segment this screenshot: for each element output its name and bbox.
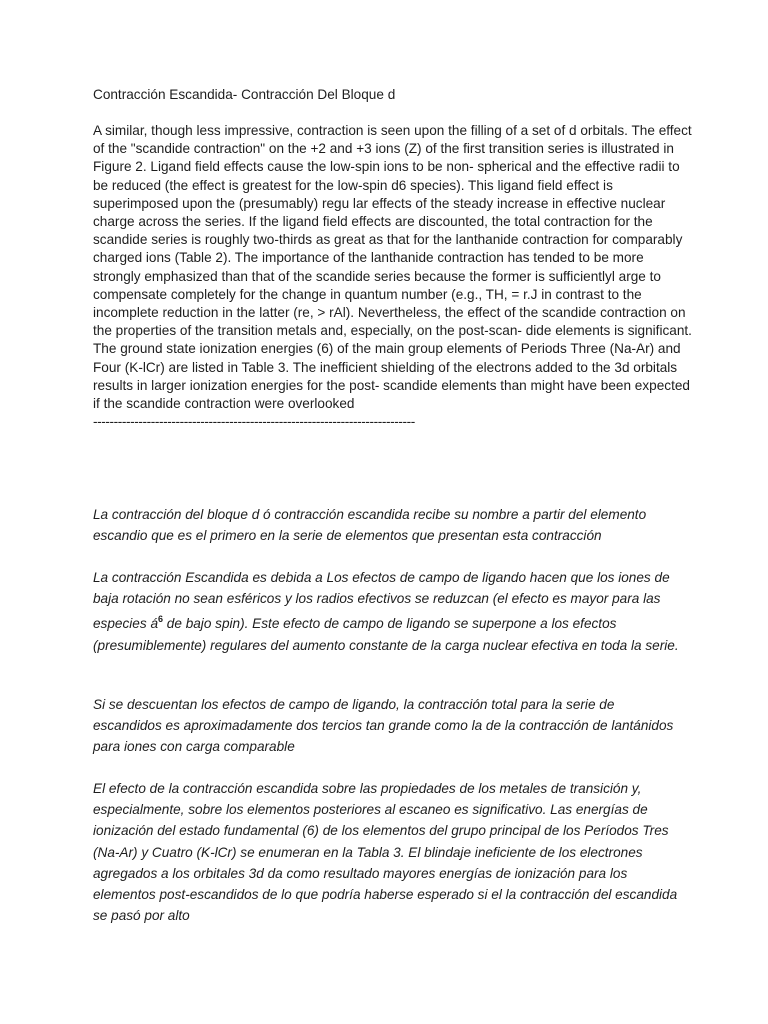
separator-line: ------------------------------------------------------------------------------ bbox=[93, 414, 415, 430]
superscript-six: 6 bbox=[158, 614, 164, 625]
english-section bbox=[93, 122, 693, 431]
spanish-paragraph-2 bbox=[93, 567, 683, 656]
spanish-paragraph-2-start: La contracción Escandida es debida a Los efectos de campo de ligando hacen que los iones de baja rotación no sean esféricos y los radios efectivos se reduzcan (el efecto es mayor para las especies bbox=[93, 570, 670, 632]
spanish-paragraph-4: El efecto de la contracción escandida sobre las propiedades de los metales de transición y, especialmente, sobre los elementos posteriores al escaneo es significativo. Las energías de ionización del estado fundamental (6) de los elementos del grupo principal de los Períodos Tres (Na-Ar) y Cuatro (K-lCr) se enumeran en la Tabla 3. El blindaje ineficiente de los electrones agregados a los orbitales 3d da como resultado mayores energías de ionización para los elementos post-escandidos de lo que podría haberse esperado si el la contracción del escandida se pasó por alto bbox=[93, 781, 678, 924]
document-title: Contracción Escandida- Contracción Del Bloque d bbox=[93, 87, 396, 102]
greek-symbol: á bbox=[150, 616, 158, 632]
spanish-paragraph-1: La contracción del bloque d ó contracción escandida recibe su nombre a partir del elemento escandio que es el primero en la serie de elementos que presentan esta contracción bbox=[93, 507, 647, 544]
spanish-paragraph-3: Si se descuentan los efectos de campo de ligando, la contracción total para la serie de escandidos es aproximadamente dos tercios tan grande como la de la contracción de lantánidos para iones con carga comparable bbox=[93, 697, 674, 755]
english-paragraph: A similar, though less impressive, contraction is seen upon the filling of a set of d orbitals. The effect of the "scandide contraction" on the +2 and +3 ions (Z) of the first transition series is illustrated in Figure 2. Ligand field effects cause the low-spin ions to be non- spherical and the effective radii to be reduced (the effect is greatest for the low-spin d6 species). This ligand field effect is superimposed upon the (presumably) regu lar effects of the steady increase in effective nuclear charge across the series. If the ligand field effects are discounted, the total contraction for the scandide series is roughly two-thirds as great as that for the lanthanide contraction for comparably charged ions (Table 2). The importance of the lanthanide contraction has tended to be more strongly emphasized than that of the scandide series because the former is sufficientlyl arge to compensate completely for the change in quantum number (e.g., TH, = r.J in contrast to the incomplete reduction in the latter (re, > rAl). Nevertheless, the effect of the scandide contraction on the properties of the transition metals and, especially, on the post-scan- dide elements is significant. The ground state ionization energies (6) of the main group elements of Periods Three (Na-Ar) and Four (K-lCr) are listed in Table 3. The inefficient shielding of the electrons added to the 3d orbitals results in larger ionization energies for the post- scandide elements than might have been expected if the scandide contraction were overlooked bbox=[93, 123, 692, 412]
spanish-paragraph-2-end: de bajo spin). Este efecto de campo de ligando se superpone a los efectos (presumiblemente) regulares del aumento constante de la carga nuclear efectiva en toda la serie. bbox=[93, 616, 679, 653]
